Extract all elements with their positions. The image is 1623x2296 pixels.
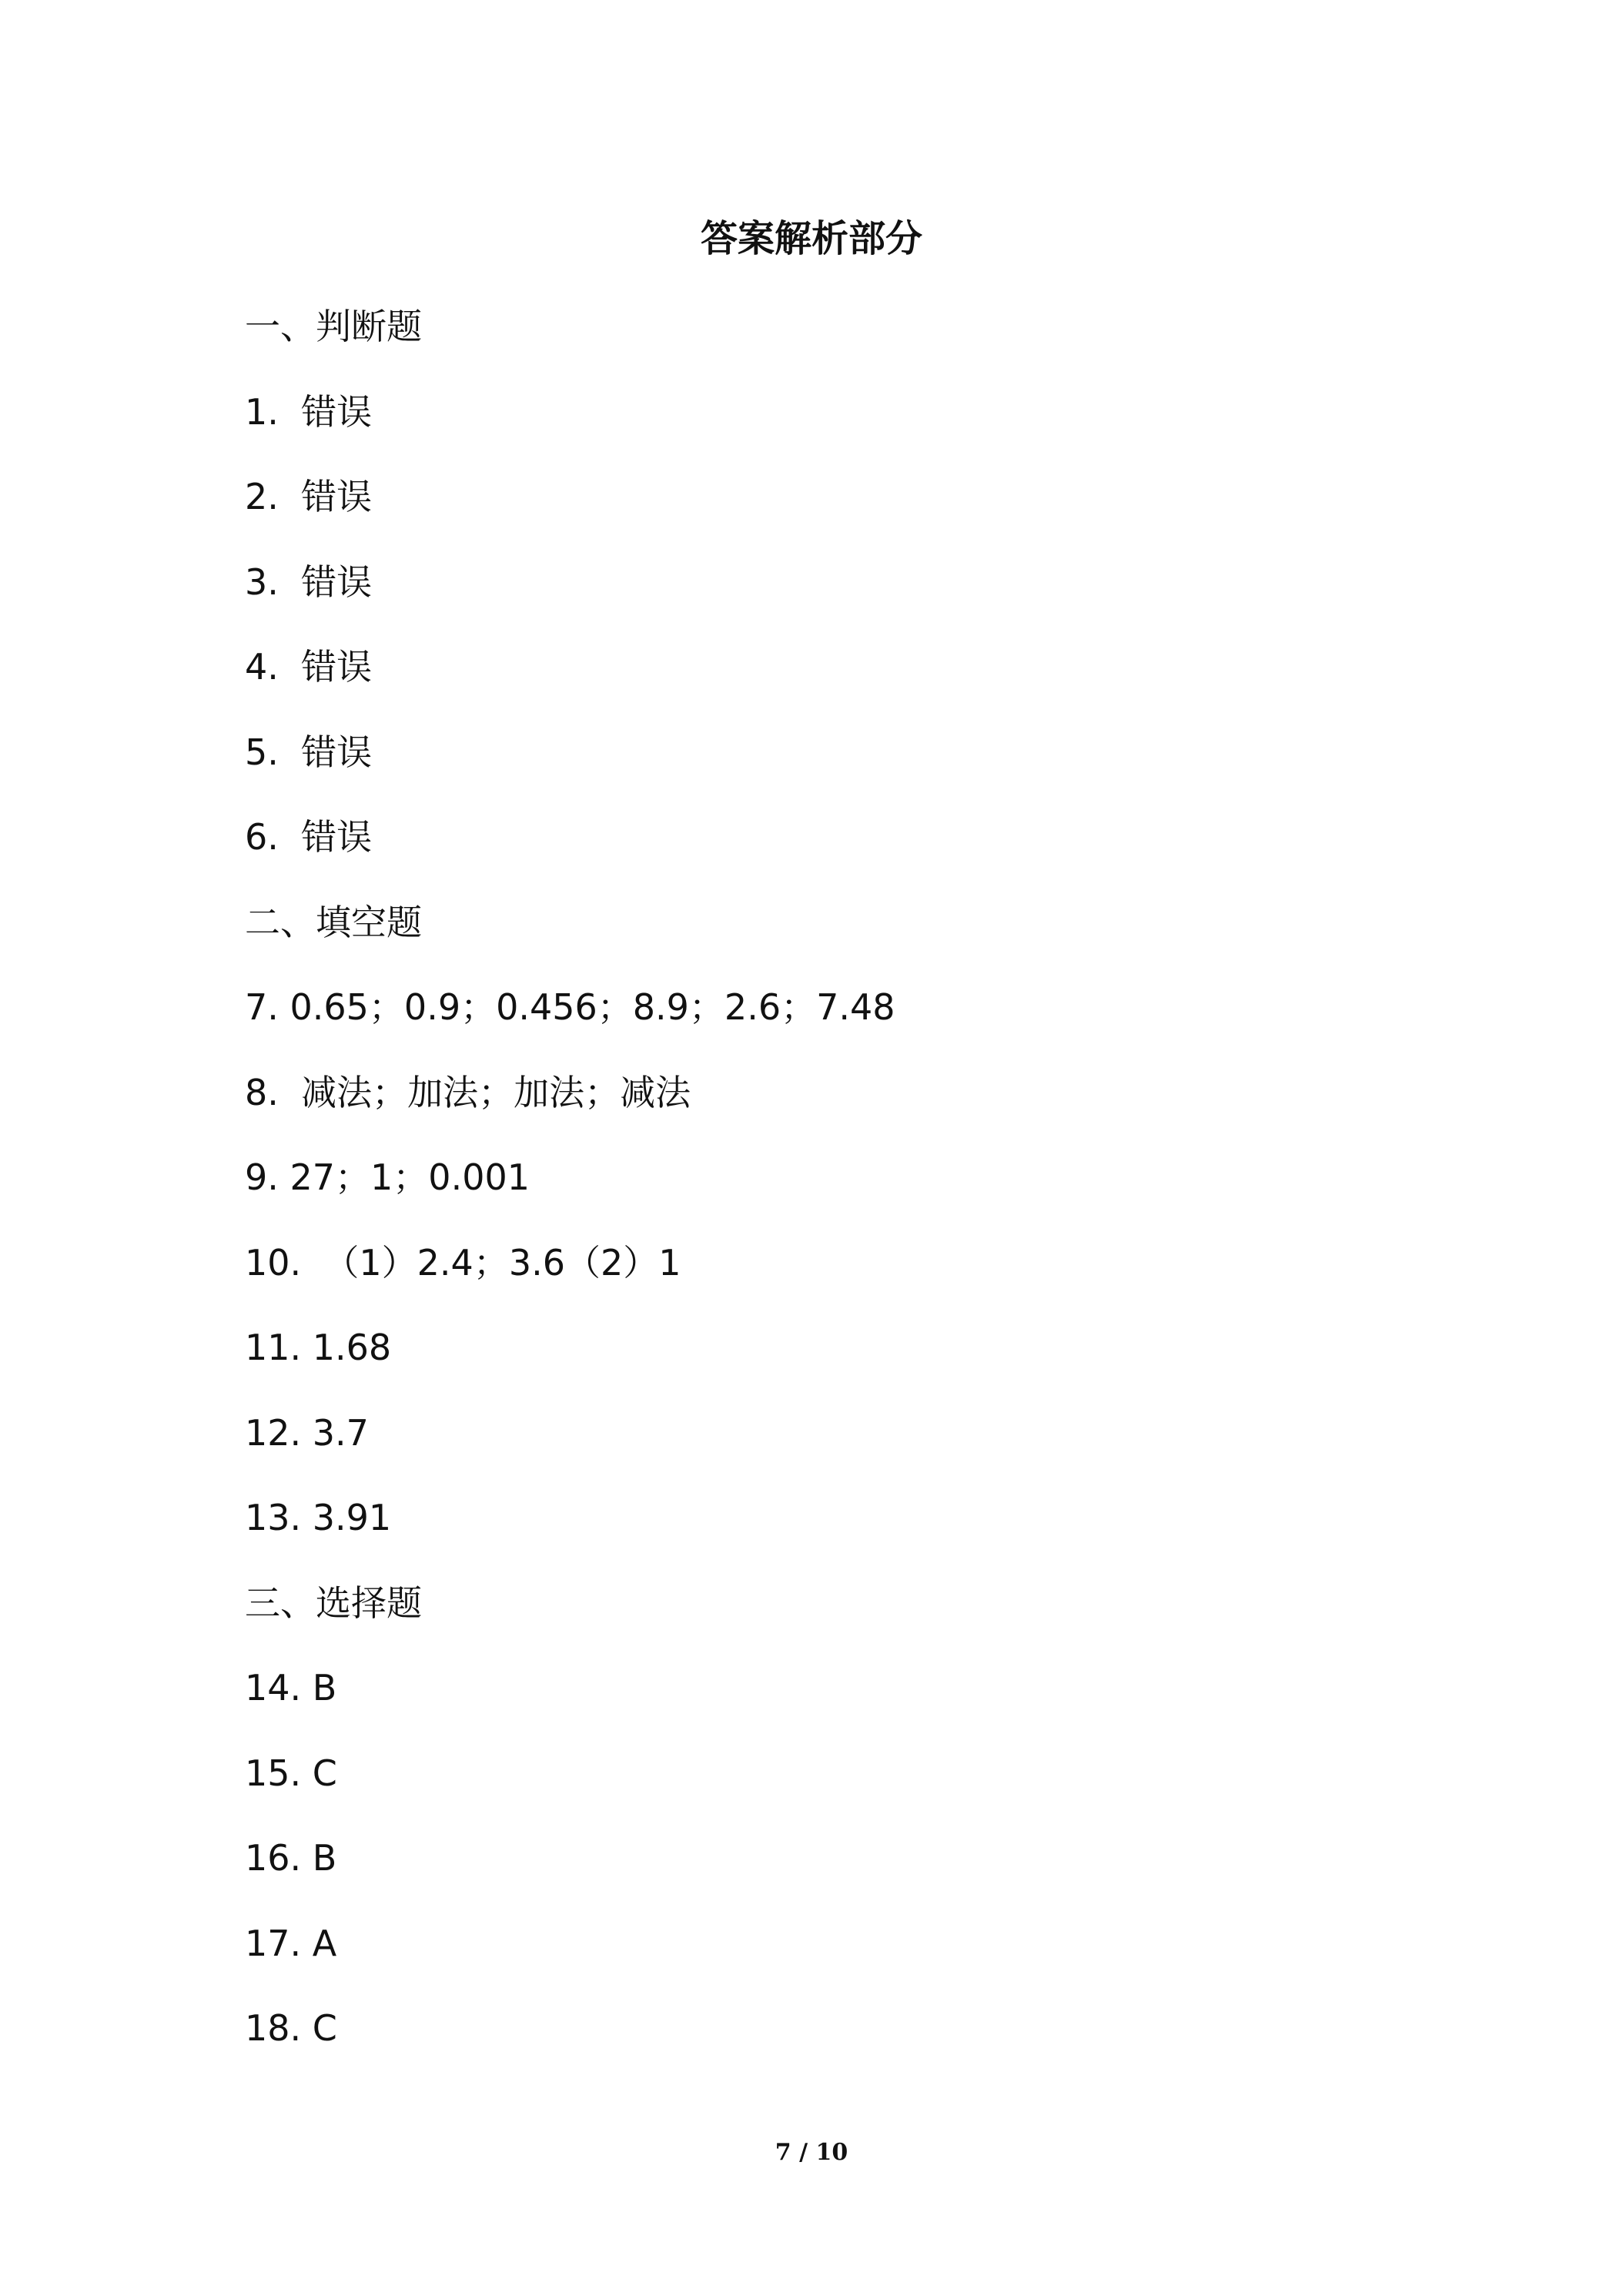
answer-item: 12. 3.7 [245,1411,369,1454]
answer-item: 11. 1.68 [245,1327,392,1368]
answer-item: 7. 0.65；0.9；0.456；8.9；2.6；7.48 [245,986,895,1028]
answer-item: 15. C [245,1752,337,1794]
answer-item: 17. A [245,1922,337,1964]
answer-item: 10. （1）2.4；3.6（2）1 [245,1241,681,1284]
answer-item: 4. 错误 [245,646,373,688]
answer-item: 16. B [245,1837,337,1879]
answer-item: 18. C [245,2007,337,2049]
answer-item: 2. 错误 [245,476,373,517]
answer-item: 5. 错误 [245,731,373,773]
answer-content [245,297,1400,2084]
page-number: 7 / 10 [775,2139,848,2166]
answer-item: 14. B [245,1667,337,1709]
answer-item: 13. 3.91 [245,1497,392,1538]
section-heading: 二、填空题 [245,901,422,943]
page-title: 答案解析部分 [700,217,922,260]
answer-item: 3. 错误 [245,561,373,603]
section-heading: 一、判断题 [245,306,422,347]
answer-item: 9. 27；1；0.001 [245,1156,530,1198]
answer-item: 6. 错误 [245,816,373,858]
answer-item: 8. 减法；加法；加法；减法 [245,1071,691,1113]
section-heading: 三、选择题 [245,1581,422,1624]
answer-item: 1. 错误 [245,390,373,433]
